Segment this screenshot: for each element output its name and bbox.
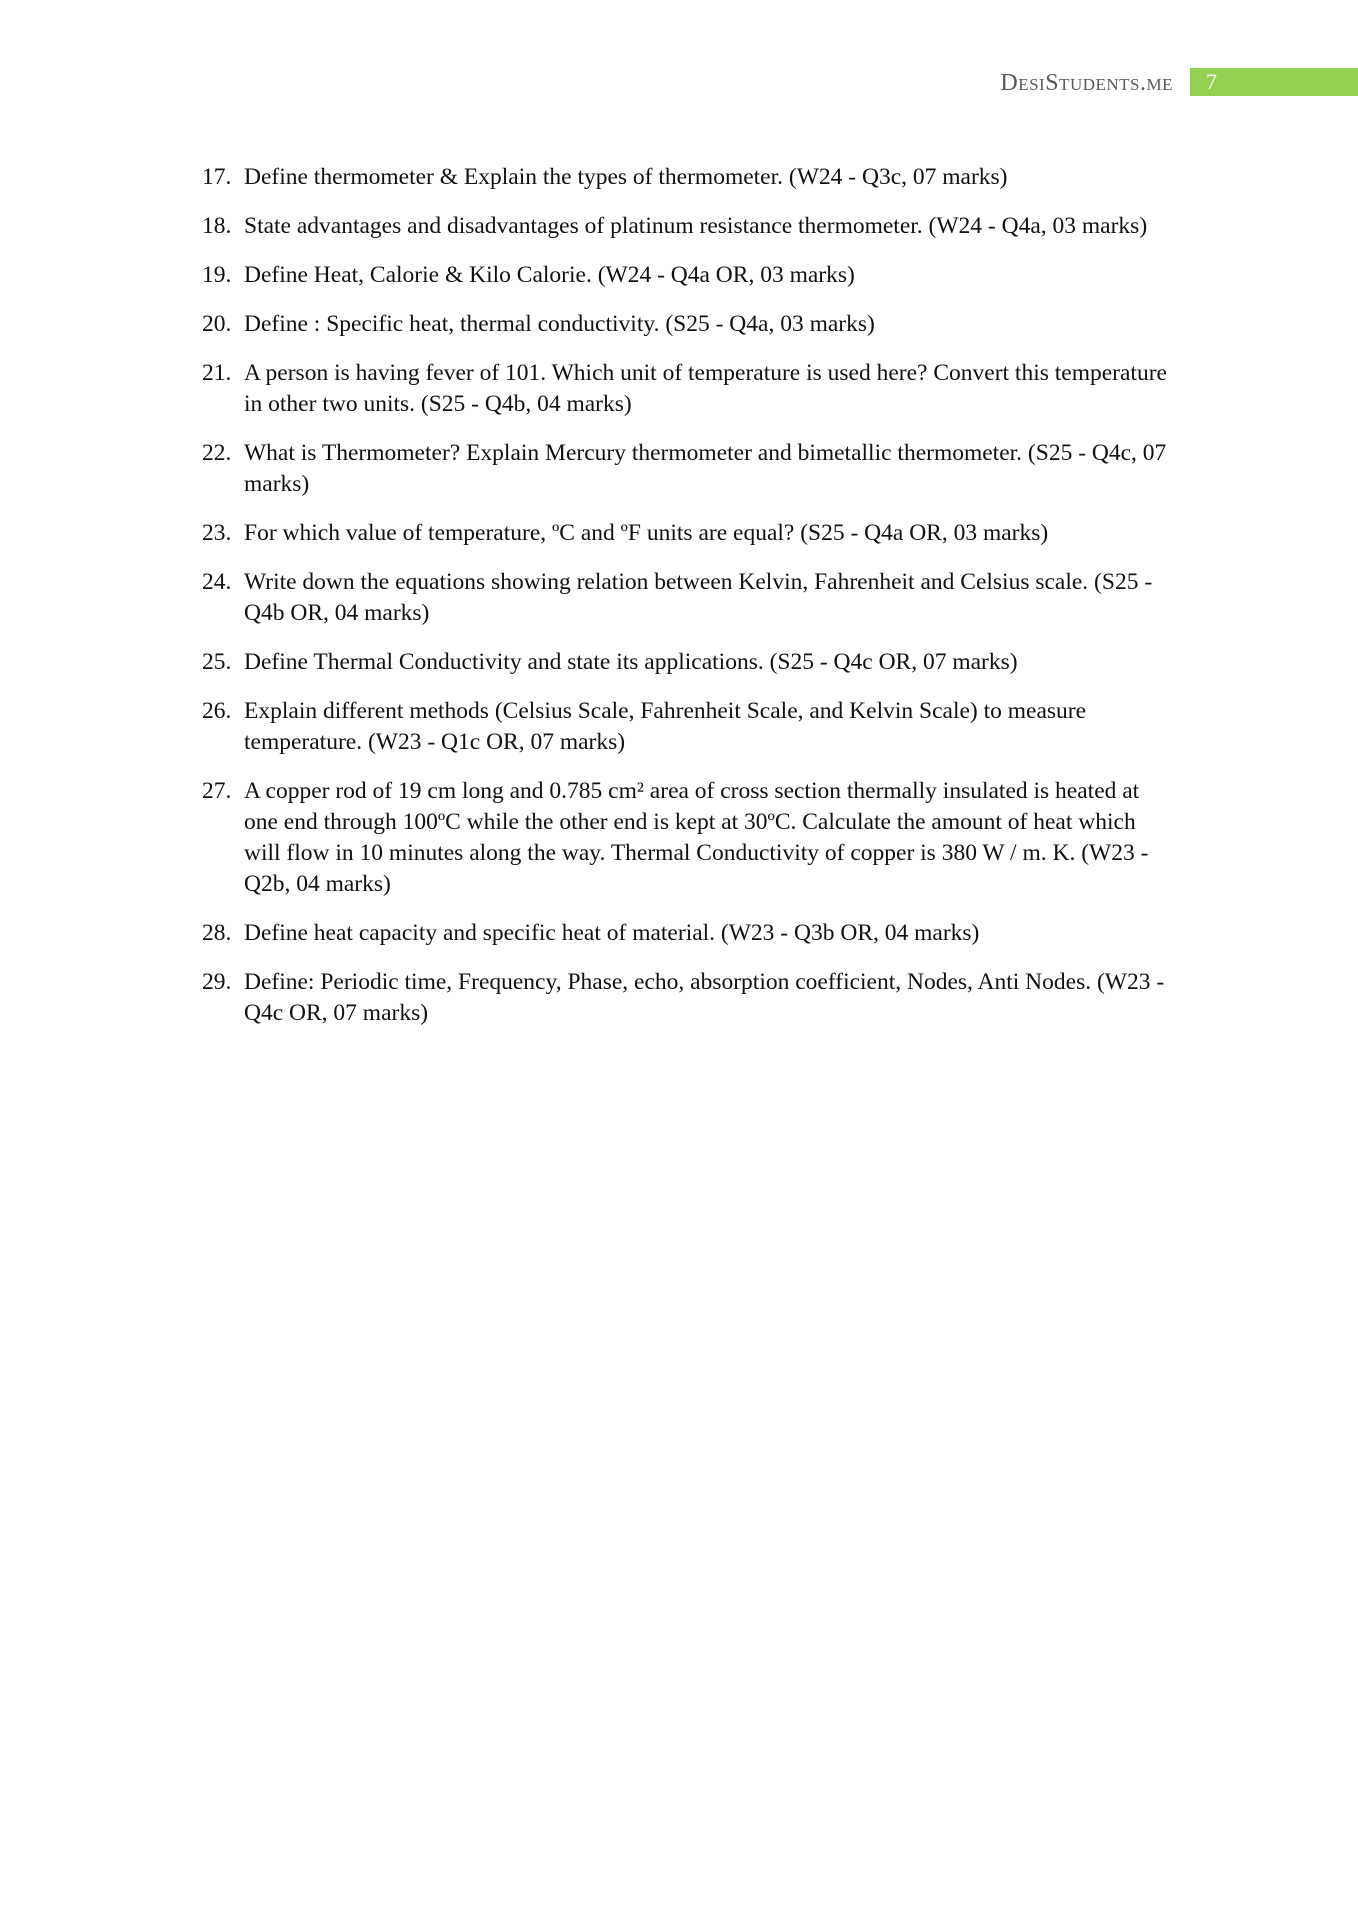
question-number: 29.	[202, 969, 232, 995]
question-17	[202, 162, 1177, 193]
question-28	[202, 918, 1177, 949]
question-text: What is Thermometer? Explain Mercury thermometer and bimetallic thermometer. (S25 - Q4c, 07 marks)	[244, 440, 1167, 497]
question-21	[202, 358, 1177, 420]
question-23	[202, 518, 1177, 549]
question-18	[202, 211, 1177, 242]
question-text: Define heat capacity and specific heat of material. (W23 - Q3b OR, 04 marks)	[244, 920, 980, 946]
question-number: 26.	[202, 698, 232, 724]
question-text: A person is having fever of 101. Which unit of temperature is used here? Convert this temperature in other two units. (S25 - Q4b, 04 marks)	[244, 360, 1167, 417]
question-number: 24.	[202, 569, 232, 595]
question-text: Define : Specific heat, thermal conductivity. (S25 - Q4a, 03 marks)	[244, 311, 875, 337]
question-19	[202, 260, 1177, 291]
question-24	[202, 567, 1177, 629]
question-text: Write down the equations showing relation between Kelvin, Fahrenheit and Celsius scale. (S25 - Q4b OR, 04 marks)	[244, 569, 1153, 626]
question-number: 25.	[202, 649, 232, 675]
question-22	[202, 438, 1177, 500]
question-25	[202, 647, 1177, 678]
page-number-badge	[1190, 68, 1358, 96]
question-text: State advantages and disadvantages of platinum resistance thermometer. (W24 - Q4a, 03 marks)	[244, 213, 1148, 239]
question-text: Define: Periodic time, Frequency, Phase, echo, absorption coefficient, Nodes, Anti Nodes. (W23 - Q4c OR, 07 marks)	[244, 969, 1165, 1026]
question-29	[202, 967, 1177, 1029]
question-number: 20.	[202, 311, 232, 337]
question-number: 19.	[202, 262, 232, 288]
question-26	[202, 696, 1177, 758]
question-number: 17.	[202, 164, 232, 190]
question-number: 23.	[202, 520, 232, 546]
page-number: 7	[1206, 69, 1217, 94]
question-number: 18.	[202, 213, 232, 239]
question-number: 21.	[202, 360, 232, 386]
question-text: For which value of temperature, ºC and ºF units are equal? (S25 - Q4a OR, 03 marks)	[244, 520, 1049, 546]
page-header	[0, 68, 1358, 98]
question-section	[202, 162, 1177, 1047]
question-27	[202, 776, 1177, 900]
question-text: Define Heat, Calorie & Kilo Calorie. (W24 - Q4a OR, 03 marks)	[244, 262, 855, 288]
site-name: DesiStudents.me	[1000, 70, 1173, 96]
question-number: 28.	[202, 920, 232, 946]
question-text: A copper rod of 19 cm long and 0.785 cm² area of cross section thermally insulated is heated at one end through 100ºC while the other end is kept at 30ºC. Calculate the amount of heat which will flow in 10 minutes along the way. Thermal Conductivity of copper is 380 W / m. K. (W23 - Q2b, 04 marks)	[244, 778, 1149, 897]
question-text: Define Thermal Conductivity and state its applications. (S25 - Q4c OR, 07 marks)	[244, 649, 1018, 675]
question-text: Explain different methods (Celsius Scale, Fahrenheit Scale, and Kelvin Scale) to measure temperature. (W23 - Q1c OR, 07 marks)	[244, 698, 1087, 755]
question-number: 22.	[202, 440, 232, 466]
question-text: Define thermometer & Explain the types of thermometer. (W24 - Q3c, 07 marks)	[244, 164, 1008, 190]
question-20	[202, 309, 1177, 340]
question-list	[202, 162, 1177, 1029]
question-number: 27.	[202, 778, 232, 804]
